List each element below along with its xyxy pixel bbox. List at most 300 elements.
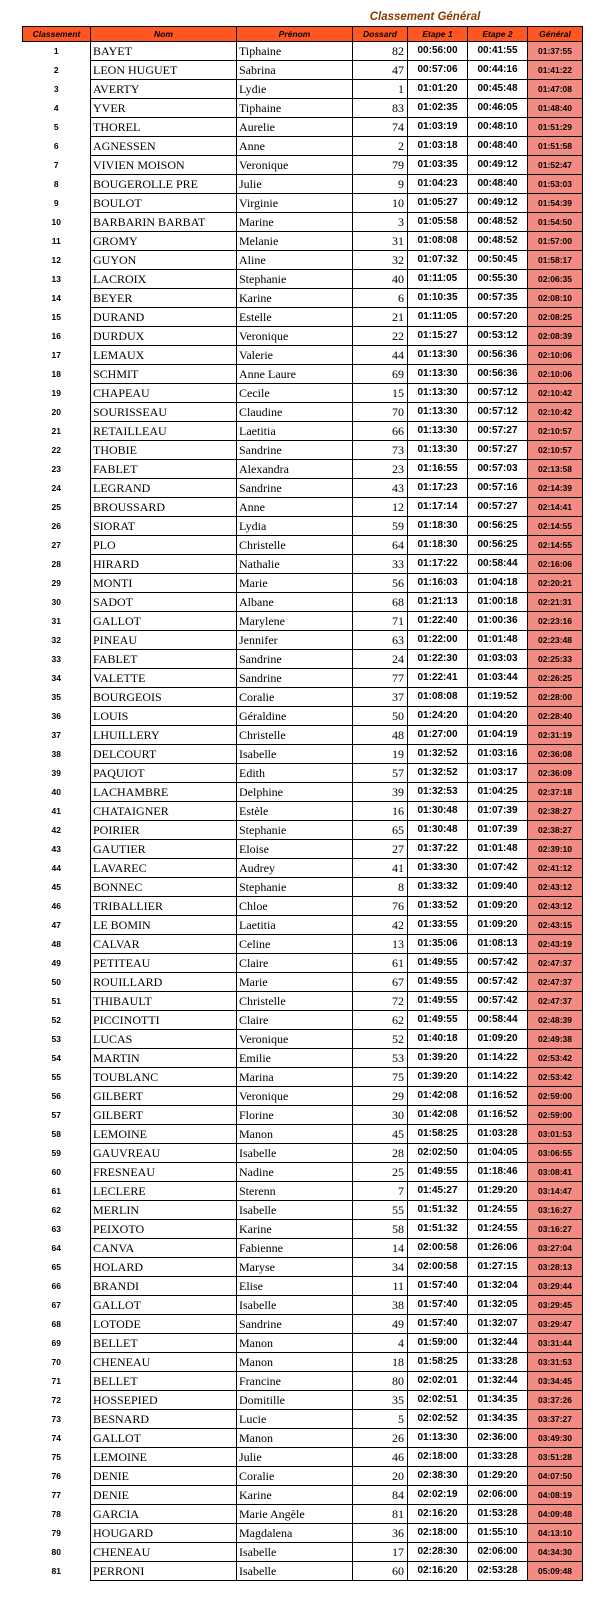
etape-1-cell: 01:08:08 bbox=[408, 688, 468, 707]
etape-1-cell: 00:56:00 bbox=[408, 42, 468, 61]
prenom-cell: Veronique bbox=[237, 1087, 353, 1106]
rank-cell: 60 bbox=[51, 1167, 61, 1177]
general-cell: 02:10:06 bbox=[528, 346, 583, 365]
dossard-cell: 62 bbox=[353, 1011, 408, 1030]
table-row bbox=[23, 802, 583, 821]
etape-2-cell: 01:04:19 bbox=[468, 726, 528, 745]
rank-cell: 27 bbox=[51, 540, 61, 550]
prenom-cell: Anne bbox=[237, 498, 353, 517]
nom-cell: LEMAUX bbox=[91, 346, 237, 365]
rank-cell: 68 bbox=[51, 1319, 61, 1329]
general-cell: 02:43:19 bbox=[528, 935, 583, 954]
nom-cell: YVER bbox=[91, 99, 237, 118]
etape-1-cell: 01:03:35 bbox=[408, 156, 468, 175]
dossard-cell: 37 bbox=[353, 688, 408, 707]
etape-1-cell: 01:57:40 bbox=[408, 1315, 468, 1334]
general-cell: 02:38:27 bbox=[528, 802, 583, 821]
etape-1-cell: 01:21:13 bbox=[408, 593, 468, 612]
general-cell: 02:28:00 bbox=[528, 688, 583, 707]
rank-cell: 20 bbox=[51, 407, 61, 417]
dossard-cell: 39 bbox=[353, 783, 408, 802]
etape-1-cell: 02:00:58 bbox=[408, 1258, 468, 1277]
dossard-cell: 10 bbox=[353, 194, 408, 213]
dossard-cell: 22 bbox=[353, 327, 408, 346]
nom-cell: GAUVREAU bbox=[91, 1144, 237, 1163]
prenom-cell: Julie bbox=[237, 175, 353, 194]
dossard-cell: 42 bbox=[353, 916, 408, 935]
etape-1-cell: 01:33:52 bbox=[408, 897, 468, 916]
table-row bbox=[23, 80, 583, 99]
dossard-cell: 31 bbox=[353, 232, 408, 251]
etape-1-cell: 01:18:30 bbox=[408, 536, 468, 555]
nom-cell: LE BOMIN bbox=[91, 916, 237, 935]
general-cell: 04:13:10 bbox=[528, 1524, 583, 1543]
etape-1-cell: 02:02:50 bbox=[408, 1144, 468, 1163]
prenom-cell: Estèle bbox=[237, 802, 353, 821]
rank-cell: 72 bbox=[51, 1395, 61, 1405]
prenom-cell: Veronique bbox=[237, 156, 353, 175]
etape-2-cell: 00:57:12 bbox=[468, 384, 528, 403]
nom-cell: LECLERE bbox=[91, 1182, 237, 1201]
general-cell: 02:10:42 bbox=[528, 403, 583, 422]
general-cell: 03:14:47 bbox=[528, 1182, 583, 1201]
general-cell: 02:10:57 bbox=[528, 422, 583, 441]
general-cell: 02:39:10 bbox=[528, 840, 583, 859]
dossard-cell: 53 bbox=[353, 1049, 408, 1068]
prenom-cell: Albane bbox=[237, 593, 353, 612]
general-cell: 02:26:25 bbox=[528, 669, 583, 688]
rank-cell: 77 bbox=[51, 1490, 61, 1500]
table-row bbox=[23, 327, 583, 346]
table-row bbox=[23, 954, 583, 973]
table-row bbox=[23, 270, 583, 289]
dossard-cell: 36 bbox=[353, 1524, 408, 1543]
nom-cell: FABLET bbox=[91, 650, 237, 669]
table-row bbox=[23, 764, 583, 783]
rank-cell: 35 bbox=[51, 692, 61, 702]
nom-cell: LEMOINE bbox=[91, 1125, 237, 1144]
nom-cell: LOUIS bbox=[91, 707, 237, 726]
rank-cell: 62 bbox=[51, 1205, 61, 1215]
dossard-cell: 68 bbox=[353, 593, 408, 612]
dossard-cell: 47 bbox=[353, 61, 408, 80]
general-cell: 01:48:40 bbox=[528, 99, 583, 118]
prenom-cell: Christelle bbox=[237, 992, 353, 1011]
etape-2-cell: 00:57:42 bbox=[468, 992, 528, 1011]
dossard-cell: 38 bbox=[353, 1296, 408, 1315]
nom-cell: FABLET bbox=[91, 460, 237, 479]
general-cell: 05:09:48 bbox=[528, 1562, 583, 1581]
nom-cell: AVERTY bbox=[91, 80, 237, 99]
rank-cell: 81 bbox=[51, 1566, 61, 1576]
prenom-cell: Sandrine bbox=[237, 650, 353, 669]
etape-1-cell: 01:01:20 bbox=[408, 80, 468, 99]
etape-2-cell: 00:48:10 bbox=[468, 118, 528, 137]
dossard-cell: 12 bbox=[353, 498, 408, 517]
table-row bbox=[23, 1562, 583, 1581]
etape-2-cell: 01:32:05 bbox=[468, 1296, 528, 1315]
header-classement: Classement bbox=[23, 27, 91, 42]
rank-cell: 32 bbox=[51, 635, 61, 645]
etape-1-cell: 01:49:55 bbox=[408, 973, 468, 992]
dossard-cell: 81 bbox=[353, 1505, 408, 1524]
table-row bbox=[23, 555, 583, 574]
etape-2-cell: 00:55:30 bbox=[468, 270, 528, 289]
dossard-cell: 61 bbox=[353, 954, 408, 973]
general-cell: 02:47:37 bbox=[528, 992, 583, 1011]
etape-2-cell: 00:49:12 bbox=[468, 194, 528, 213]
nom-cell: BRANDI bbox=[91, 1277, 237, 1296]
dossard-cell: 65 bbox=[353, 821, 408, 840]
table-row bbox=[23, 118, 583, 137]
rank-cell: 48 bbox=[51, 939, 61, 949]
etape-1-cell: 02:16:20 bbox=[408, 1505, 468, 1524]
prenom-cell: Chloe bbox=[237, 897, 353, 916]
etape-1-cell: 01:11:05 bbox=[408, 270, 468, 289]
dossard-cell: 70 bbox=[353, 403, 408, 422]
rank-cell: 54 bbox=[51, 1053, 61, 1063]
prenom-cell: Manon bbox=[237, 1429, 353, 1448]
dossard-cell: 56 bbox=[353, 574, 408, 593]
etape-1-cell: 01:49:55 bbox=[408, 1011, 468, 1030]
nom-cell: GROMY bbox=[91, 232, 237, 251]
header-nom: Nom bbox=[91, 27, 237, 42]
etape-2-cell: 02:53:28 bbox=[468, 1562, 528, 1581]
dossard-cell: 63 bbox=[353, 631, 408, 650]
table-row bbox=[23, 1144, 583, 1163]
etape-1-cell: 01:49:55 bbox=[408, 1163, 468, 1182]
table-row bbox=[23, 1391, 583, 1410]
prenom-cell: Tiphaine bbox=[237, 99, 353, 118]
dossard-cell: 50 bbox=[353, 707, 408, 726]
nom-cell: FRESNEAU bbox=[91, 1163, 237, 1182]
nom-cell: BAYET bbox=[91, 42, 237, 61]
table-row bbox=[23, 1239, 583, 1258]
nom-cell: HOSSEPIED bbox=[91, 1391, 237, 1410]
general-cell: 03:06:55 bbox=[528, 1144, 583, 1163]
general-cell: 02:48:39 bbox=[528, 1011, 583, 1030]
dossard-cell: 45 bbox=[353, 1125, 408, 1144]
nom-cell: THIBAULT bbox=[91, 992, 237, 1011]
etape-2-cell: 01:00:36 bbox=[468, 612, 528, 631]
general-cell: 03:27:04 bbox=[528, 1239, 583, 1258]
etape-2-cell: 01:32:44 bbox=[468, 1372, 528, 1391]
etape-2-cell: 00:57:42 bbox=[468, 973, 528, 992]
prenom-cell: Stephanie bbox=[237, 270, 353, 289]
general-cell: 03:29:47 bbox=[528, 1315, 583, 1334]
nom-cell: LEMOINE bbox=[91, 1448, 237, 1467]
general-cell: 01:47:08 bbox=[528, 80, 583, 99]
etape-2-cell: 01:03:44 bbox=[468, 669, 528, 688]
table-row bbox=[23, 973, 583, 992]
header-row bbox=[23, 27, 583, 42]
etape-1-cell: 01:03:19 bbox=[408, 118, 468, 137]
etape-1-cell: 01:13:30 bbox=[408, 422, 468, 441]
prenom-cell: Julie bbox=[237, 1448, 353, 1467]
dossard-cell: 21 bbox=[353, 308, 408, 327]
table-row bbox=[23, 1106, 583, 1125]
general-cell: 01:37:55 bbox=[528, 42, 583, 61]
etape-2-cell: 01:29:20 bbox=[468, 1467, 528, 1486]
dossard-cell: 28 bbox=[353, 1144, 408, 1163]
dossard-cell: 15 bbox=[353, 384, 408, 403]
dossard-cell: 35 bbox=[353, 1391, 408, 1410]
general-cell: 03:34:45 bbox=[528, 1372, 583, 1391]
dossard-cell: 14 bbox=[353, 1239, 408, 1258]
etape-2-cell: 01:32:04 bbox=[468, 1277, 528, 1296]
table-row bbox=[23, 1372, 583, 1391]
general-cell: 02:47:37 bbox=[528, 954, 583, 973]
rank-cell: 70 bbox=[51, 1357, 61, 1367]
general-cell: 01:51:29 bbox=[528, 118, 583, 137]
dossard-cell: 16 bbox=[353, 802, 408, 821]
prenom-cell: Fabienne bbox=[237, 1239, 353, 1258]
etape-2-cell: 01:32:44 bbox=[468, 1334, 528, 1353]
rank-cell: 43 bbox=[51, 844, 61, 854]
etape-2-cell: 01:16:52 bbox=[468, 1106, 528, 1125]
general-cell: 02:14:41 bbox=[528, 498, 583, 517]
rank-cell: 80 bbox=[51, 1547, 61, 1557]
dossard-cell: 30 bbox=[353, 1106, 408, 1125]
nom-cell: LHUILLERY bbox=[91, 726, 237, 745]
nom-cell: DURAND bbox=[91, 308, 237, 327]
rank-cell: 39 bbox=[51, 768, 61, 778]
general-cell: 01:57:00 bbox=[528, 232, 583, 251]
general-cell: 02:06:35 bbox=[528, 270, 583, 289]
general-cell: 03:37:27 bbox=[528, 1410, 583, 1429]
table-row bbox=[23, 536, 583, 555]
rank-cell: 22 bbox=[51, 445, 61, 455]
etape-2-cell: 01:07:39 bbox=[468, 821, 528, 840]
prenom-cell: Isabelle bbox=[237, 1543, 353, 1562]
general-cell: 03:29:45 bbox=[528, 1296, 583, 1315]
nom-cell: GAUTIER bbox=[91, 840, 237, 859]
rank-cell: 69 bbox=[51, 1338, 61, 1348]
prenom-cell: Sandrine bbox=[237, 669, 353, 688]
etape-2-cell: 01:55:10 bbox=[468, 1524, 528, 1543]
header-etape-2: Etape 2 bbox=[468, 27, 528, 42]
rank-cell: 23 bbox=[51, 464, 61, 474]
nom-cell: SCHMIT bbox=[91, 365, 237, 384]
etape-1-cell: 01:32:52 bbox=[408, 764, 468, 783]
rank-cell: 45 bbox=[51, 882, 61, 892]
etape-1-cell: 01:35:06 bbox=[408, 935, 468, 954]
prenom-cell: Jennifer bbox=[237, 631, 353, 650]
general-cell: 04:34:30 bbox=[528, 1543, 583, 1562]
general-cell: 02:36:08 bbox=[528, 745, 583, 764]
table-row bbox=[23, 384, 583, 403]
etape-2-cell: 01:03:16 bbox=[468, 745, 528, 764]
etape-1-cell: 02:18:00 bbox=[408, 1524, 468, 1543]
nom-cell: MERLIN bbox=[91, 1201, 237, 1220]
dossard-cell: 40 bbox=[353, 270, 408, 289]
prenom-cell: Isabelle bbox=[237, 745, 353, 764]
header-etape-1: Etape 1 bbox=[408, 27, 468, 42]
etape-2-cell: 02:06:00 bbox=[468, 1543, 528, 1562]
etape-1-cell: 01:32:53 bbox=[408, 783, 468, 802]
rank-cell: 44 bbox=[51, 863, 61, 873]
etape-1-cell: 02:38:30 bbox=[408, 1467, 468, 1486]
prenom-cell: Magdalena bbox=[237, 1524, 353, 1543]
nom-cell: RETAILLEAU bbox=[91, 422, 237, 441]
general-cell: 02:37:18 bbox=[528, 783, 583, 802]
general-cell: 03:08:41 bbox=[528, 1163, 583, 1182]
rank-cell: 51 bbox=[51, 996, 61, 1006]
prenom-cell: Karine bbox=[237, 1486, 353, 1505]
table-row bbox=[23, 631, 583, 650]
prenom-cell: Stephanie bbox=[237, 878, 353, 897]
etape-1-cell: 01:37:22 bbox=[408, 840, 468, 859]
general-cell: 04:09:48 bbox=[528, 1505, 583, 1524]
prenom-cell: Eloise bbox=[237, 840, 353, 859]
prenom-cell: Isabelle bbox=[237, 1144, 353, 1163]
table-row bbox=[23, 42, 583, 61]
etape-1-cell: 01:22:41 bbox=[408, 669, 468, 688]
table-row bbox=[23, 1258, 583, 1277]
nom-cell: LUCAS bbox=[91, 1030, 237, 1049]
nom-cell: HOLARD bbox=[91, 1258, 237, 1277]
rank-cell: 52 bbox=[51, 1015, 61, 1025]
rank-cell: 16 bbox=[51, 331, 61, 341]
table-row bbox=[23, 156, 583, 175]
etape-1-cell: 01:11:05 bbox=[408, 308, 468, 327]
rank-cell: 79 bbox=[51, 1528, 61, 1538]
dossard-cell: 74 bbox=[353, 118, 408, 137]
prenom-cell: Audrey bbox=[237, 859, 353, 878]
dossard-cell: 2 bbox=[353, 137, 408, 156]
prenom-cell: Sandrine bbox=[237, 441, 353, 460]
etape-2-cell: 00:57:03 bbox=[468, 460, 528, 479]
general-cell: 01:52:47 bbox=[528, 156, 583, 175]
table-row bbox=[23, 840, 583, 859]
etape-2-cell: 00:57:16 bbox=[468, 479, 528, 498]
rank-cell: 78 bbox=[51, 1509, 61, 1519]
nom-cell: PINEAU bbox=[91, 631, 237, 650]
dossard-cell: 82 bbox=[353, 42, 408, 61]
etape-2-cell: 01:18:46 bbox=[468, 1163, 528, 1182]
rank-cell: 9 bbox=[53, 198, 59, 208]
rank-cell: 36 bbox=[51, 711, 61, 721]
table-row bbox=[23, 916, 583, 935]
dossard-cell: 23 bbox=[353, 460, 408, 479]
general-cell: 01:51:58 bbox=[528, 137, 583, 156]
etape-2-cell: 00:56:36 bbox=[468, 346, 528, 365]
etape-1-cell: 01:49:55 bbox=[408, 992, 468, 1011]
etape-1-cell: 01:51:32 bbox=[408, 1220, 468, 1239]
prenom-cell: Manon bbox=[237, 1353, 353, 1372]
table-row bbox=[23, 175, 583, 194]
rank-cell: 75 bbox=[51, 1452, 61, 1462]
general-cell: 03:29:44 bbox=[528, 1277, 583, 1296]
prenom-cell: Laetitia bbox=[237, 916, 353, 935]
table-row bbox=[23, 1467, 583, 1486]
table-row bbox=[23, 251, 583, 270]
prenom-cell: Marina bbox=[237, 1068, 353, 1087]
general-cell: 03:31:53 bbox=[528, 1353, 583, 1372]
rank-cell: 74 bbox=[51, 1433, 61, 1443]
etape-2-cell: 00:57:42 bbox=[468, 954, 528, 973]
etape-2-cell: 01:24:55 bbox=[468, 1201, 528, 1220]
prenom-cell: Marine bbox=[237, 213, 353, 232]
nom-cell: ROUILLARD bbox=[91, 973, 237, 992]
prenom-cell: Coralie bbox=[237, 688, 353, 707]
general-cell: 02:59:00 bbox=[528, 1087, 583, 1106]
prenom-cell: Sandrine bbox=[237, 479, 353, 498]
etape-1-cell: 02:02:52 bbox=[408, 1410, 468, 1429]
rank-cell: 25 bbox=[51, 502, 61, 512]
table-row bbox=[23, 61, 583, 80]
rank-cell: 65 bbox=[51, 1262, 61, 1272]
prenom-cell: Sterenn bbox=[237, 1182, 353, 1201]
prenom-cell: Laetitia bbox=[237, 422, 353, 441]
prenom-cell: Marylene bbox=[237, 612, 353, 631]
general-cell: 04:07:50 bbox=[528, 1467, 583, 1486]
etape-2-cell: 01:32:07 bbox=[468, 1315, 528, 1334]
etape-2-cell: 01:09:20 bbox=[468, 916, 528, 935]
general-cell: 02:43:12 bbox=[528, 878, 583, 897]
nom-cell: BOULOT bbox=[91, 194, 237, 213]
prenom-cell: Nathalie bbox=[237, 555, 353, 574]
etape-1-cell: 01:10:35 bbox=[408, 289, 468, 308]
general-cell: 03:37:26 bbox=[528, 1391, 583, 1410]
etape-2-cell: 01:14:22 bbox=[468, 1049, 528, 1068]
etape-1-cell: 01:08:08 bbox=[408, 232, 468, 251]
general-cell: 02:43:12 bbox=[528, 897, 583, 916]
nom-cell: BARBARIN BARBAT bbox=[91, 213, 237, 232]
etape-1-cell: 01:51:32 bbox=[408, 1201, 468, 1220]
general-cell: 03:49:30 bbox=[528, 1429, 583, 1448]
general-cell: 02:13:58 bbox=[528, 460, 583, 479]
nom-cell: MONTI bbox=[91, 574, 237, 593]
dossard-cell: 26 bbox=[353, 1429, 408, 1448]
etape-1-cell: 02:28:30 bbox=[408, 1543, 468, 1562]
nom-cell: GUYON bbox=[91, 251, 237, 270]
dossard-cell: 44 bbox=[353, 346, 408, 365]
rank-cell: 11 bbox=[51, 236, 61, 246]
etape-2-cell: 01:07:39 bbox=[468, 802, 528, 821]
dossard-cell: 13 bbox=[353, 935, 408, 954]
rank-cell: 64 bbox=[51, 1243, 61, 1253]
etape-1-cell: 01:42:08 bbox=[408, 1106, 468, 1125]
etape-2-cell: 00:46:05 bbox=[468, 99, 528, 118]
nom-cell: CANVA bbox=[91, 1239, 237, 1258]
rank-cell: 34 bbox=[51, 673, 61, 683]
table-row bbox=[23, 498, 583, 517]
etape-1-cell: 01:13:30 bbox=[408, 346, 468, 365]
etape-1-cell: 01:30:48 bbox=[408, 821, 468, 840]
general-cell: 02:21:31 bbox=[528, 593, 583, 612]
table-row bbox=[23, 365, 583, 384]
nom-cell: BELLET bbox=[91, 1334, 237, 1353]
dossard-cell: 75 bbox=[353, 1068, 408, 1087]
prenom-cell: Delphine bbox=[237, 783, 353, 802]
nom-cell: CHENEAU bbox=[91, 1543, 237, 1562]
etape-2-cell: 01:34:35 bbox=[468, 1391, 528, 1410]
etape-2-cell: 01:16:52 bbox=[468, 1087, 528, 1106]
etape-2-cell: 02:06:00 bbox=[468, 1486, 528, 1505]
rank-cell: 66 bbox=[51, 1281, 61, 1291]
etape-2-cell: 01:33:28 bbox=[468, 1448, 528, 1467]
table-row bbox=[23, 441, 583, 460]
nom-cell: VIVIEN MOISON bbox=[91, 156, 237, 175]
etape-2-cell: 00:49:12 bbox=[468, 156, 528, 175]
etape-2-cell: 01:27:15 bbox=[468, 1258, 528, 1277]
etape-1-cell: 01:13:30 bbox=[408, 384, 468, 403]
dossard-cell: 33 bbox=[353, 555, 408, 574]
etape-1-cell: 01:13:30 bbox=[408, 365, 468, 384]
general-cell: 02:08:10 bbox=[528, 289, 583, 308]
rank-cell: 21 bbox=[51, 426, 61, 436]
